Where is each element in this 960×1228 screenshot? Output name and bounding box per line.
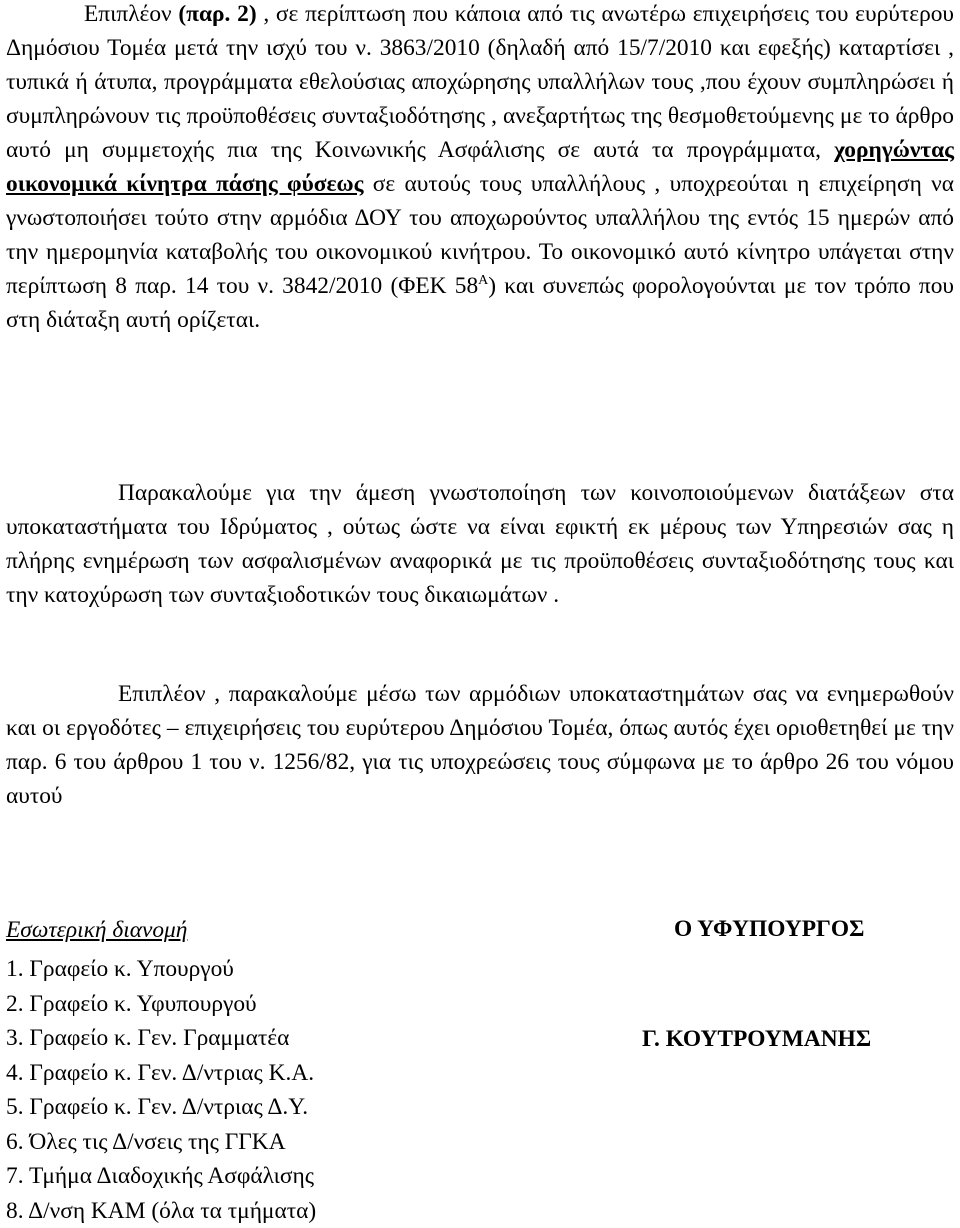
- p1-emphasis: χορηγώντας οικονομικά κίνητρα πάσης φύσεως: [6, 137, 954, 197]
- internal-distribution: [6, 912, 466, 1228]
- paragraph-employers: [6, 677, 954, 813]
- p2-text: Παρακαλούμε για την άμεση γνωστοποίηση των κοινοποιούμενων διατάξεων στα υποκαταστήματα του Ιδρύματος , ούτως ώστε να είναι εφικτή εκ μέρους των Υπηρεσιών σας η πλήρης ενημέρωση των ασφαλισμένων αναφορικά με τις προϋποθέσεις συνταξιοδότησης τους και την κατοχύρωση των συνταξιοδοτικών τους δικαιωμάτων .: [6, 480, 954, 608]
- distribution-item: 2. Γραφείο κ. Υφυπουργού: [6, 990, 257, 1017]
- distribution-item: 7. Τμήμα Διαδοχικής Ασφάλισης: [6, 1163, 315, 1189]
- p1-text-f: ) και συνεπώς φορολογούνται με τον τρόπο που στη διάταξη αυτή ορίζεται.: [6, 273, 954, 333]
- p1-text-a: Επιπλέον: [84, 1, 179, 27]
- distribution-item: 4. Γραφείο κ. Γεν. Δ/ντριας Κ.Α.: [6, 1059, 315, 1086]
- p1-superscript: Α: [478, 273, 489, 288]
- signatory-title: Ο ΥΦΥΠΟΥΡΓΟΣ: [674, 916, 865, 942]
- distribution-item: 3. Γραφείο κ. Γεν. Γραμματέα: [6, 1025, 290, 1051]
- distribution-item: 8. Δ/νση ΚΑΜ (όλα τα τμήματα): [6, 1197, 317, 1224]
- p1-paragraph-ref: (παρ. 2): [178, 1, 257, 27]
- distribution-item: 5. Γραφείο κ. Γεν. Δ/ντριας Δ.Υ.: [6, 1094, 309, 1120]
- distribution-list: [6, 952, 466, 1228]
- p1-text-c: , σε περίπτωση που κάποια από τις ανωτέρω επιχειρήσεις του ευρύτερου Δημόσιου Τομέα μετά την ισχύ του ν. 3863/2010 (δηλαδή από 15/7/2010 και εφεξής) καταρτίσει , τυπικά ή άτυπα, προγράμματα εθελούσιας αποχώρησης υπαλλήλων τους ,που έχουν συμπληρώσει ή συμπληρώνουν τις προϋποθέσεις συνταξιοδότησης , ανεξαρτήτως της θεσμοθετούμενης με το άρθρο αυτό μη συμμετοχής πια της Κοινωνικής Ασφάλισης σε αυτά τα προγράμματα,: [6, 1, 955, 163]
- p3-text: Επιπλέον , παρακαλούμε μέσω των αρμόδιων υποκαταστημάτων σας να ενημερωθούν και οι εργοδότες – επιχειρήσεις του ευρύτερου Δημόσιου Τομέα, όπως αυτός έχει οριοθετηθεί με την παρ. 6 του άρθρου 1 του ν. 1256/82, για τις υποχρεώσεις τους σύμφωνα με το άρθρο 26 του νόμου αυτού: [6, 681, 954, 809]
- signatory-name: Γ. ΚΟΥΤΡΟΥΜΑΝΗΣ: [642, 1026, 872, 1052]
- p1-text-e: σε αυτούς τους υπαλλήλους , υποχρεούται η επιχείρηση να γνωστοποιήσει τούτο στην αρμόδια ΔΟΥ του αποχωρούντος υπαλλήλου της εντός 15 ημερών από την ημερομηνία καταβολής του οικονομικού κινήτρου. Το οικονομικό αυτό κίνητρο υπάγεται στην περίπτωση 8 παρ. 14 του ν. 3842/2010 (ΦΕΚ 58: [6, 171, 954, 299]
- paragraph-notification: [6, 476, 954, 612]
- paragraph-incentives: [6, 0, 954, 337]
- distribution-title: Εσωτερική διανομή: [6, 917, 188, 943]
- distribution-item: 1. Γραφείο κ. Υπουργού: [6, 956, 234, 982]
- distribution-item: 6. Όλες τις Δ/νσεις της ΓΓΚΑ: [6, 1128, 286, 1155]
